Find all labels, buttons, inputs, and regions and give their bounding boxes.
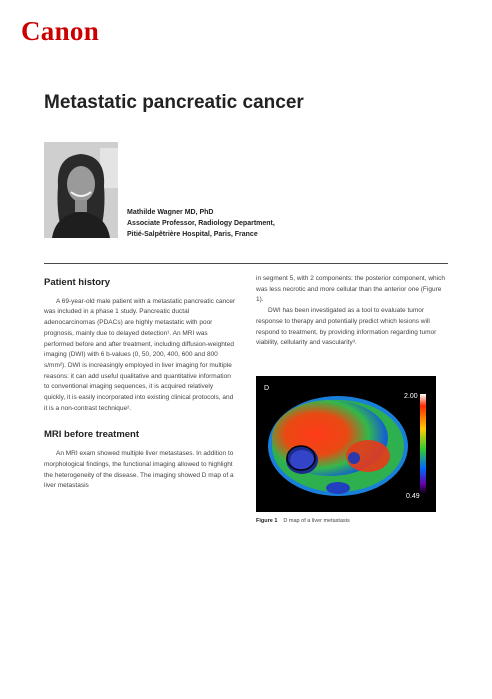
dwi-paragraph: DWI has been investigated as a tool to evaluate tumor response to therapy and potentially predict which lesions will respond to treatment, by providing information regarding tumor viability, cellularity and vascularity³. bbox=[256, 307, 437, 347]
author-hospital: Pitié-Salpêtrière Hospital, Paris, France bbox=[127, 231, 258, 238]
figure-caption-text: D map of a liver metastasis bbox=[283, 518, 350, 524]
figure-caption bbox=[256, 518, 350, 524]
section-divider bbox=[44, 263, 448, 264]
mri-before-treatment-heading: MRI before treatment bbox=[44, 429, 140, 441]
author-position: Associate Professor, Radiology Department, bbox=[127, 220, 275, 227]
patient-history-heading: Patient history bbox=[44, 277, 110, 288]
right-column bbox=[256, 274, 450, 349]
canon-logo: Canon bbox=[21, 16, 100, 46]
author-block bbox=[127, 207, 275, 240]
author-name: Mathilde Wagner MD, PhD bbox=[127, 209, 214, 216]
scale-min-label: 0.49 bbox=[406, 493, 420, 500]
scale-max-label: 2.00 bbox=[404, 393, 418, 400]
mri-before-treatment-text: An MRI exam showed multiple liver metastases. In addition to morphological findings, the functional imaging allowed to highlight the heterogeneity of the disease. The imaging showed D map of a liver metastasis bbox=[44, 450, 234, 490]
patient-history-text: A 69-year-old male patient with a metastatic pancreatic cancer was included in a phase 1 study. Pancreatic ductal adenocarcinomas (PDACs) are highly metastatic with poor prognosis, mainly due to delayed detection¹. An MRI was performed before and after treatment, including diffusion-weighted imaging (DWI) with 6 b-values (0, 50, 200, 400, 600 and 800 s/mm²). DWI is increasingly employed in liver imaging for multiple reasons: it can add useful qualitative and quantitative information to conventional imaging sequences, it is acquired relatively quickly, it is easily incorporated into existing clinical protocols, and it is a non-contrast technique². bbox=[44, 297, 236, 412]
left-column bbox=[44, 278, 236, 492]
author-photo bbox=[44, 142, 118, 238]
segment-paragraph: in segment 5, with 2 components: the posterior component, which was less necrotic and more cellular than the anterior one (Figure 1). bbox=[256, 275, 445, 304]
figure-caption-label: Figure 1 bbox=[256, 518, 278, 524]
d-map-label: D bbox=[264, 385, 270, 392]
figure-1-d-map-image bbox=[256, 376, 436, 512]
page-title: Metastatic pancreatic cancer bbox=[44, 92, 304, 113]
